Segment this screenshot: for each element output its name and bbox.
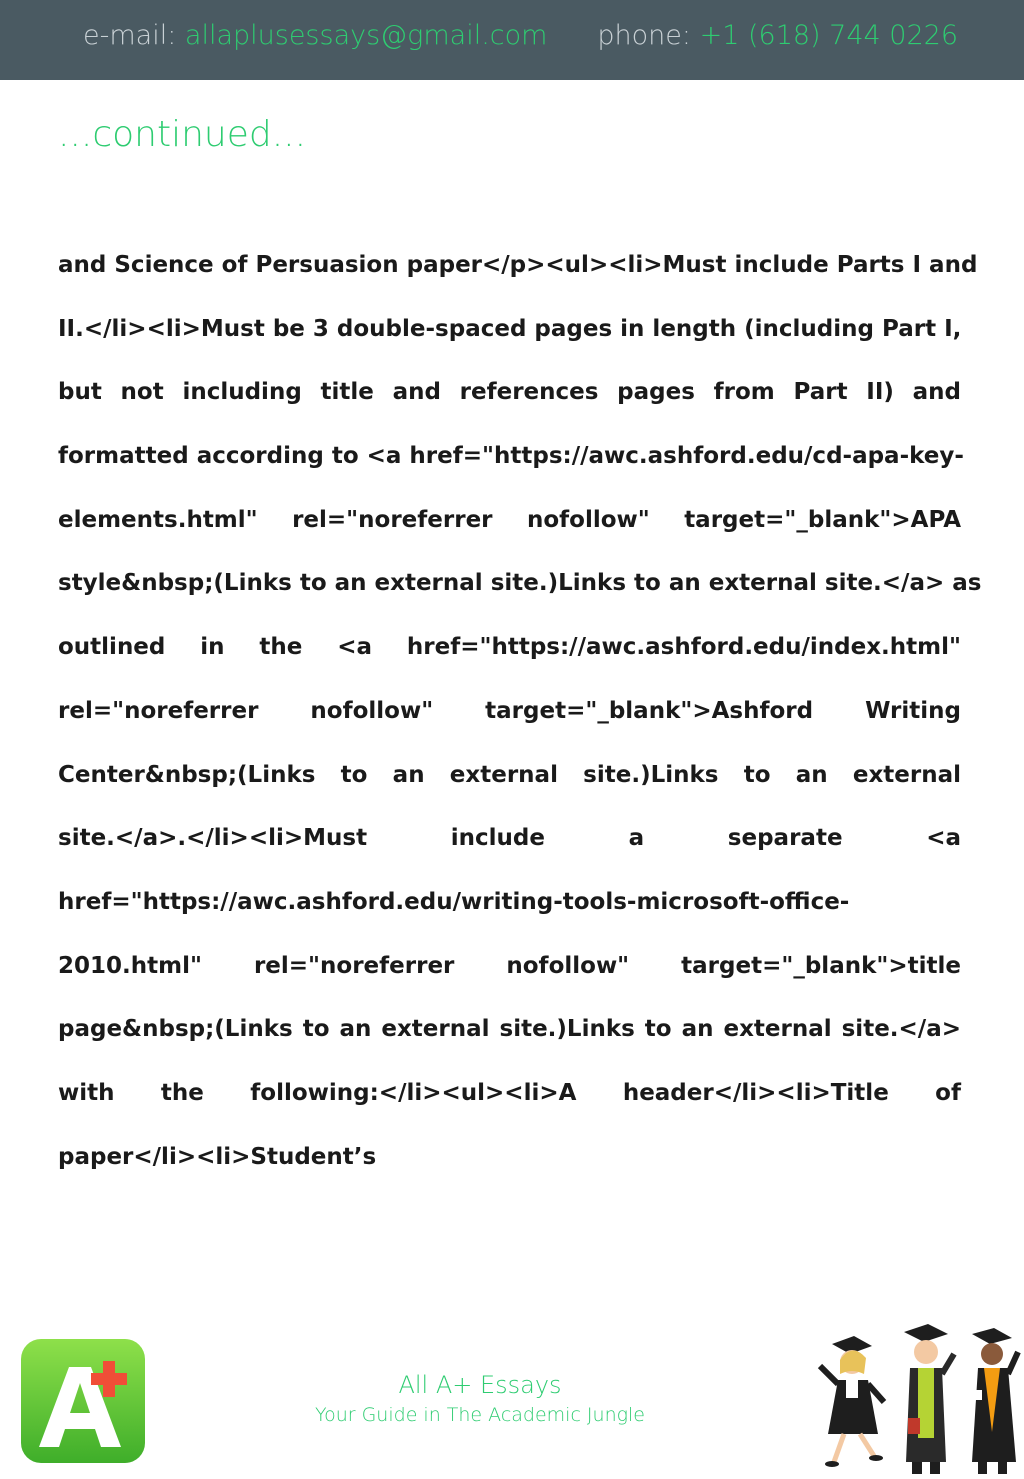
body-line: with the following:</li><ul><li>A header</li><li>Title of bbox=[58, 1079, 961, 1106]
phone-block bbox=[597, 0, 958, 72]
body-line: but not including title and references pages from Part II) and bbox=[58, 379, 961, 406]
graduate-left-figure bbox=[820, 1336, 884, 1467]
body-line: Center&nbsp;(Links to an external site.)Links to an external bbox=[58, 761, 961, 788]
body-line: rel="noreferrer nofollow" target="_blank">Ashford Writing bbox=[58, 697, 961, 724]
body-line: paper</li><li>Student’s bbox=[58, 1143, 377, 1170]
email-label: e-mail: bbox=[83, 20, 177, 51]
body-text bbox=[58, 234, 982, 1189]
continued-heading: ...continued... bbox=[58, 114, 307, 155]
page-header bbox=[0, 0, 1024, 80]
email-block bbox=[83, 0, 547, 72]
body-line: site.</a>.</li><li>Must include a separate <a bbox=[58, 825, 961, 852]
footer-title: All A+ Essays bbox=[398, 1371, 562, 1399]
body-line: href="https://awc.ashford.edu/writing-tools-microsoft-office- bbox=[58, 888, 850, 915]
body-line: page&nbsp;(Links to an external site.)Links to an external site.</a> bbox=[58, 1016, 961, 1043]
body-line: 2010.html" rel="noreferrer nofollow" target="_blank">title bbox=[58, 952, 961, 979]
body-line: II.</li><li>Must be 3 double-spaced pages in length (including Part I, bbox=[58, 315, 962, 342]
body-line: style&nbsp;(Links to an external site.)Links to an external site.</a> as bbox=[58, 570, 982, 597]
email-link[interactable]: allaplusessays@gmail.com bbox=[184, 20, 548, 51]
a-plus-logo bbox=[21, 1339, 145, 1463]
graduates-illustration bbox=[812, 1322, 1024, 1479]
phone-label: phone: bbox=[597, 20, 691, 51]
body-line: and Science of Persuasion paper</p><ul><li>Must include Parts I and bbox=[58, 252, 978, 278]
body-line: elements.html" rel="noreferrer nofollow" target="_blank">APA bbox=[58, 506, 961, 533]
graduate-middle-figure bbox=[904, 1324, 954, 1474]
phone-link[interactable]: +1 (618) 744 0226 bbox=[699, 20, 958, 51]
graduate-right-figure bbox=[970, 1328, 1018, 1474]
body-line: outlined in the <a href="https://awc.ashford.edu/index.html" bbox=[58, 634, 961, 661]
footer-tagline: Your Guide in The Academic Jungle bbox=[314, 1404, 645, 1426]
body-line: formatted according to <a href="https://awc.ashford.edu/cd-apa-key- bbox=[58, 443, 964, 470]
